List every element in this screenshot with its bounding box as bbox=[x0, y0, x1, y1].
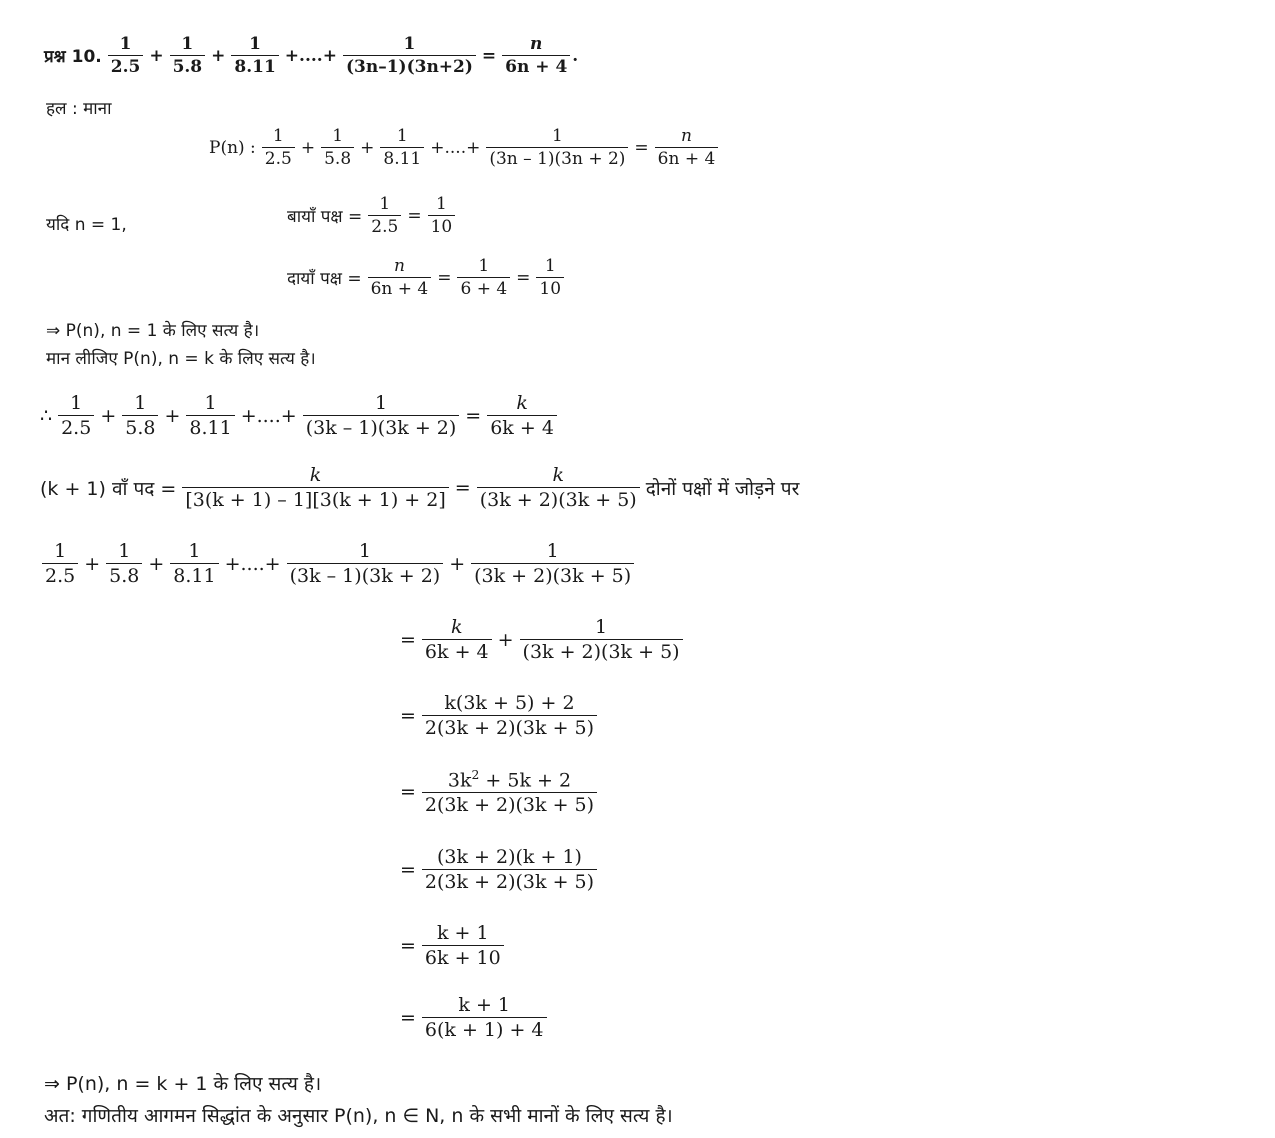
pn-term-3: $\frac{1}{8.11}$ bbox=[380, 126, 424, 169]
pn-term-2: $\frac{1}{5.8}$ bbox=[321, 126, 354, 169]
pn-rhs: $\frac{n}{6n + 4}$ bbox=[655, 126, 719, 169]
step-3-fraction: $\frac{3k^2 + 5k + 2}{2(3k + 2)(3k + 5)}$ bbox=[422, 768, 597, 816]
rhs-fraction-3: $\frac{1}{10}$ bbox=[536, 256, 564, 299]
pk-general-term: $\frac{1}{(3k - 1)(3k + 2)}$ bbox=[303, 392, 460, 439]
pn-label: P(n) : bbox=[209, 137, 256, 158]
step-4 bbox=[396, 846, 599, 893]
equals-sign: = bbox=[634, 137, 649, 158]
rhs-label: दायाँ पक्ष = bbox=[287, 269, 362, 289]
pn-statement bbox=[205, 126, 720, 169]
sum-general-term: $\frac{1}{(3k - 1)(3k + 2)}$ bbox=[287, 540, 444, 587]
kplus1-term-label: (k + 1) वाँ पद = bbox=[40, 477, 177, 500]
assumption: मान लीजिए P(n), n = k के लिए सत्य है। bbox=[46, 349, 316, 369]
step-6-fraction: $\frac{k + 1}{6(k + 1) + 4}$ bbox=[422, 994, 547, 1041]
equals-sign: = bbox=[400, 934, 416, 957]
equals-sign: = bbox=[465, 404, 482, 427]
plus-sign: + bbox=[449, 552, 466, 575]
equals-sign: = bbox=[400, 628, 416, 651]
pk-statement bbox=[36, 392, 559, 439]
case-condition: यदि n = 1, bbox=[46, 215, 127, 235]
equals-sign: = bbox=[400, 1006, 416, 1029]
true-for-k-plus-1: ⇒ P(n), n = k + 1 के लिए सत्य है। bbox=[44, 1073, 322, 1095]
step-1-fraction-b: $\frac{1}{(3k + 2)(3k + 5)}$ bbox=[520, 616, 683, 663]
pk-term-2: $\frac{1}{5.8}$ bbox=[122, 392, 158, 439]
step-1-fraction-a: $\frac{k}{6k + 4}$ bbox=[422, 616, 492, 663]
question-general-term: $\frac{1}{(3n-1)(3n+2)}$ bbox=[343, 34, 476, 77]
equals-sign: = bbox=[400, 858, 416, 881]
equals-sign: = bbox=[481, 45, 497, 66]
plus-sign: + bbox=[149, 45, 164, 66]
lhs-line bbox=[283, 194, 457, 237]
true-for-n1: ⇒ P(n), n = 1 के लिए सत्य है। bbox=[46, 321, 260, 341]
pk-rhs: $\frac{k}{6k + 4}$ bbox=[487, 392, 557, 439]
adding-both-sides-note: दोनों पक्षों में जोड़ने पर bbox=[645, 477, 800, 500]
step-6 bbox=[396, 994, 549, 1041]
rhs-fraction-2: $\frac{1}{6 + 4}$ bbox=[457, 256, 510, 299]
question-term-2: $\frac{1}{5.8}$ bbox=[170, 34, 206, 77]
ellipsis-plus: +....+ bbox=[240, 404, 297, 427]
plus-sign: + bbox=[100, 404, 117, 427]
step-5-fraction: $\frac{k + 1}{6k + 10}$ bbox=[422, 922, 504, 969]
step-2 bbox=[396, 692, 599, 739]
question-rhs: $\frac{n}{6n + 4}$ bbox=[502, 34, 570, 77]
plus-sign: + bbox=[497, 628, 514, 651]
plus-sign: + bbox=[84, 552, 101, 575]
sum-next-term: $\frac{1}{(3k + 2)(3k + 5)}$ bbox=[471, 540, 634, 587]
equals-sign: = bbox=[400, 781, 416, 804]
plus-sign: + bbox=[360, 137, 375, 158]
pn-general-term: $\frac{1}{(3n - 1)(3n + 2)}$ bbox=[486, 126, 628, 169]
question-line bbox=[40, 34, 578, 77]
question-term-3: $\frac{1}{8.11}$ bbox=[231, 34, 278, 77]
period: . bbox=[572, 45, 579, 66]
plus-sign: + bbox=[148, 552, 165, 575]
kplus1-term-line bbox=[36, 464, 803, 511]
plus-sign: + bbox=[164, 404, 181, 427]
step-1 bbox=[396, 616, 685, 663]
ellipsis-plus: +....+ bbox=[224, 552, 281, 575]
conclusion: अत: गणितीय आगमन सिद्धांत के अनुसार P(n), n ∈ N, n के सभी मानों के लिए सत्य है। bbox=[44, 1105, 673, 1127]
question-label: प्रश्न 10. bbox=[44, 47, 102, 67]
rhs-fraction-1: $\frac{n}{6n + 4}$ bbox=[368, 256, 432, 299]
equals-sign: = bbox=[400, 704, 416, 727]
question-term-1: $\frac{1}{2.5}$ bbox=[108, 34, 144, 77]
sum-term-1: $\frac{1}{2.5}$ bbox=[42, 540, 78, 587]
sum-term-2: $\frac{1}{5.8}$ bbox=[106, 540, 142, 587]
equals-sign: = bbox=[516, 267, 531, 288]
kplus1-fraction-1: $\frac{k}{[3(k + 1) - 1][3(k + 1) + 2]}$ bbox=[182, 464, 448, 511]
ellipsis-plus: +....+ bbox=[284, 45, 337, 66]
pk-term-3: $\frac{1}{8.11}$ bbox=[186, 392, 234, 439]
lhs-label: बायाँ पक्ष = bbox=[287, 207, 363, 227]
lhs-fraction-2: $\frac{1}{10}$ bbox=[428, 194, 456, 237]
plus-sign: + bbox=[300, 137, 316, 158]
step-5 bbox=[396, 922, 506, 969]
equals-sign: = bbox=[454, 476, 471, 499]
step-3 bbox=[396, 768, 599, 816]
therefore-symbol: ∴ bbox=[40, 404, 53, 427]
kplus1-fraction-2: $\frac{k}{(3k + 2)(3k + 5)}$ bbox=[477, 464, 640, 511]
solution-heading: हल : माना bbox=[46, 99, 112, 119]
pk-term-1: $\frac{1}{2.5}$ bbox=[58, 392, 94, 439]
equals-sign: = bbox=[407, 205, 422, 226]
step-2-fraction: $\frac{k(3k + 5) + 2}{2(3k + 2)(3k + 5)}$ bbox=[422, 692, 597, 739]
ellipsis-plus: +....+ bbox=[430, 137, 481, 158]
pn-term-1: $\frac{1}{2.5}$ bbox=[262, 126, 295, 169]
equals-sign: = bbox=[437, 267, 452, 288]
sum-term-3: $\frac{1}{8.11}$ bbox=[170, 540, 218, 587]
step-4-fraction: $\frac{(3k + 2)(k + 1)}{2(3k + 2)(3k + 5)}$ bbox=[422, 846, 597, 893]
sum-line bbox=[40, 540, 636, 587]
rhs-line bbox=[283, 256, 566, 299]
lhs-fraction-1: $\frac{1}{2.5}$ bbox=[368, 194, 401, 237]
plus-sign: + bbox=[211, 45, 226, 66]
